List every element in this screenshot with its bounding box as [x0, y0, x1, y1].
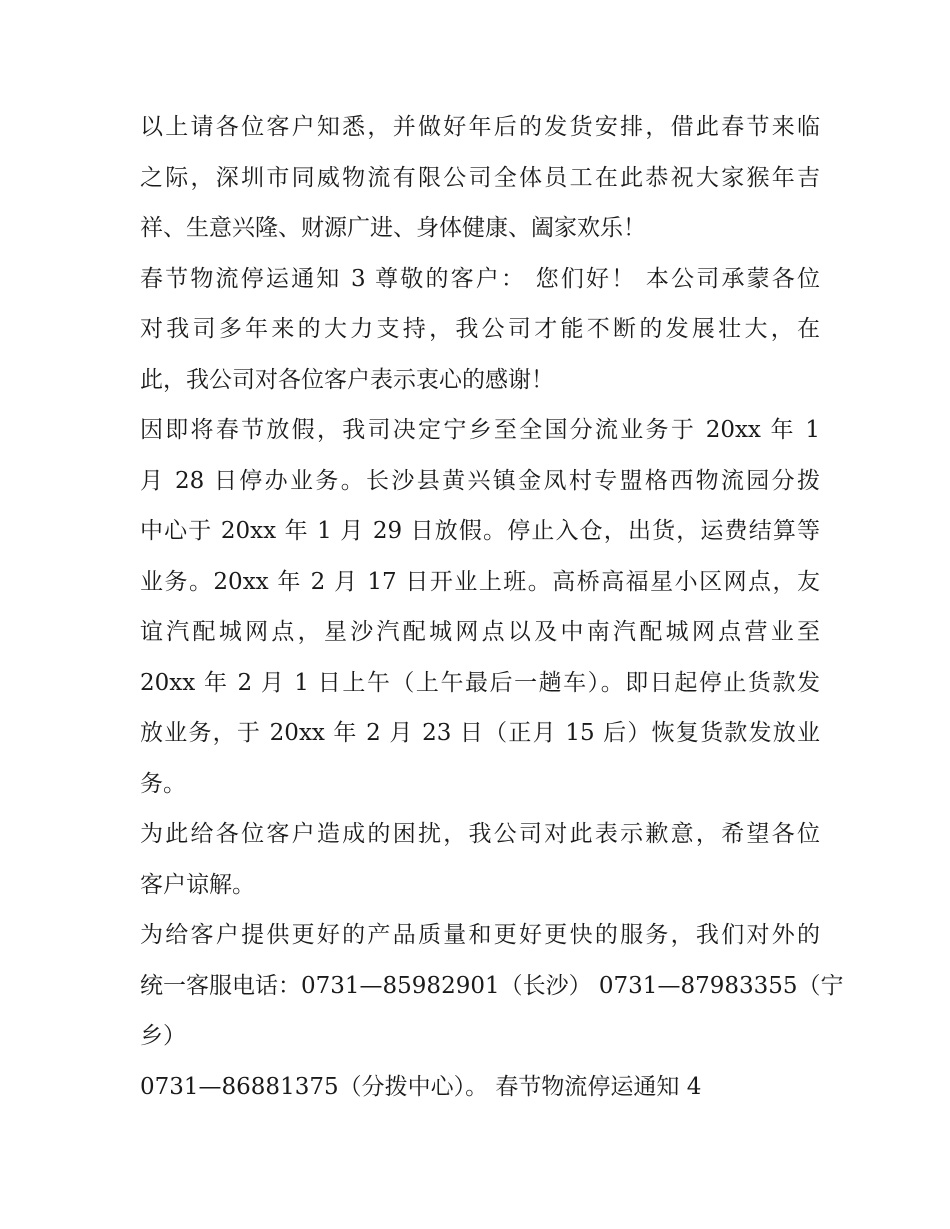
text-line: 20xx 年 2 月 1 日上午（上午最后一趟车）。即日起停止货款发 [140, 669, 820, 696]
text-line: 务。 [140, 770, 186, 797]
text-line: 谊汽配城网点，星沙汽配城网点以及中南汽配城网点营业至 [140, 619, 820, 645]
text-line: 之际，深圳市同威物流有限公司全体员工在此恭祝大家猴年吉 [140, 164, 820, 191]
text-line: 祥、生意兴隆、财源广进、身体健康、阖家欢乐！ [140, 215, 646, 241]
text-line: 对我司多年来的大力支持，我公司才能不断的发展壮大，在 [140, 316, 820, 342]
text-line: 统一客服电话：0731—85982901（长沙） 0731—87983355（宁 [140, 972, 844, 999]
text-line: 此，我公司对各位客户表示衷心的感谢！ [140, 366, 554, 393]
text-line: 为此给各位客户造成的困扰，我公司对此表示歉意，希望各位 [140, 821, 820, 847]
text-line: 因即将春节放假，我司决定宁乡至全国分流业务于 20xx 年 1 [140, 417, 820, 443]
text-line: 0731—86881375（分拨中心）。 春节物流停运通知 4 [140, 1073, 702, 1100]
text-line: 为给客户提供更好的产品质量和更好更快的服务，我们对外的 [140, 922, 820, 948]
text-line: 月 28 日停办业务。长沙县黄兴镇金凤村专盟格西物流园分拨 [140, 467, 820, 494]
document-body [140, 102, 844, 1112]
text-line: 春节物流停运通知 3 尊敬的客户： 您们好！ 本公司承蒙各位 [140, 265, 820, 292]
text-line: 业务。20xx 年 2 月 17 日开业上班。高桥高福星小区网点，友 [140, 568, 820, 595]
text-line: 中心于 20xx 年 1 月 29 日放假。停止入仓，出货，运费结算等 [140, 518, 820, 544]
text-line: 放业务，于 20xx 年 2 月 23 日（正月 15 后）恢复货款发放业 [140, 720, 820, 746]
text-line: 以上请各位客户知悉，并做好年后的发货安排，借此春节来临 [140, 114, 820, 140]
text-line: 客户谅解。 [140, 871, 255, 898]
text-line: 乡） [140, 1023, 186, 1049]
